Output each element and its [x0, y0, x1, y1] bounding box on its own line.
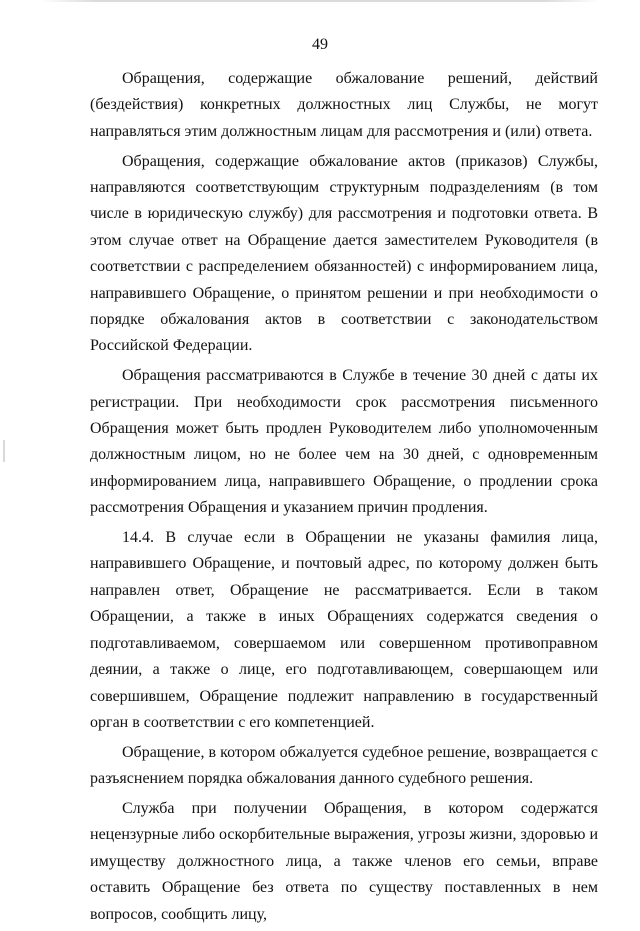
scan-edge-artifact	[40, 0, 600, 2]
paragraph: Служба при получении Обращения, в котором содержатся нецензурные либо оскорбительные выражения, угрозы жизни, здоровью и имуществу должностного лица, а также членов его семьи, вправе оставить Обращение без ответа по существу поставленных в нем вопросов, сообщить лицу,	[90, 799, 598, 923]
page-number: 49	[312, 36, 328, 53]
paragraph: Обращения рассматриваются в Службе в течение 30 дней с даты их регистрации. При необходимости срок рассмотрения письменного Обращения может быть продлен Руководителем либо уполномоченным должностным лицом, но не более чем на 30 дней, с одновременным информированием лица, направившего Обращение, о продлении срока рассмотрения Обращения и указанием причин продления.	[90, 367, 598, 517]
paragraph: Обращения, содержащие обжалование решений, действий (бездействия) конкретных должностных лиц Службы, не могут направляться этим должностным лицам для рассмотрения и (или) ответа.	[90, 70, 598, 140]
scan-margin-mark	[3, 440, 5, 462]
paragraph: Обращение, в котором обжалуется судебное решение, возвращается с разъяснением порядка обжалования данного судебного решения.	[90, 743, 598, 788]
paragraph: 14.4. В случае если в Обращении не указаны фамилия лица, направившего Обращение, и почтовый адрес, по которому должен быть направлен ответ, Обращение не рассматривается. Если в таком Обращении, а также в иных Обращениях содержатся сведения о подготавливаемом, совершаемом или совершенном противоправном деянии, а также о лице, его подготавливающем, совершающем или совершившем, Обращение подлежит направлению в государственный орган в соответствии с его компетенцией.	[90, 529, 598, 731]
document-body	[90, 66, 598, 931]
paragraph: Обращения, содержащие обжалование актов (приказов) Службы, направляются соответствующим структурным подразделениям (в том числе в юридическую службу) для рассмотрения и подготовки ответа. В этом случае ответ на Обращение дается заместителем Руководителя (в соответствии с распределением обязанностей) с информированием лица, направившего Обращение, о принятом решении и при необходимости о порядке обжалования актов в соответствии с законодательством Российской Федерации.	[90, 152, 598, 355]
